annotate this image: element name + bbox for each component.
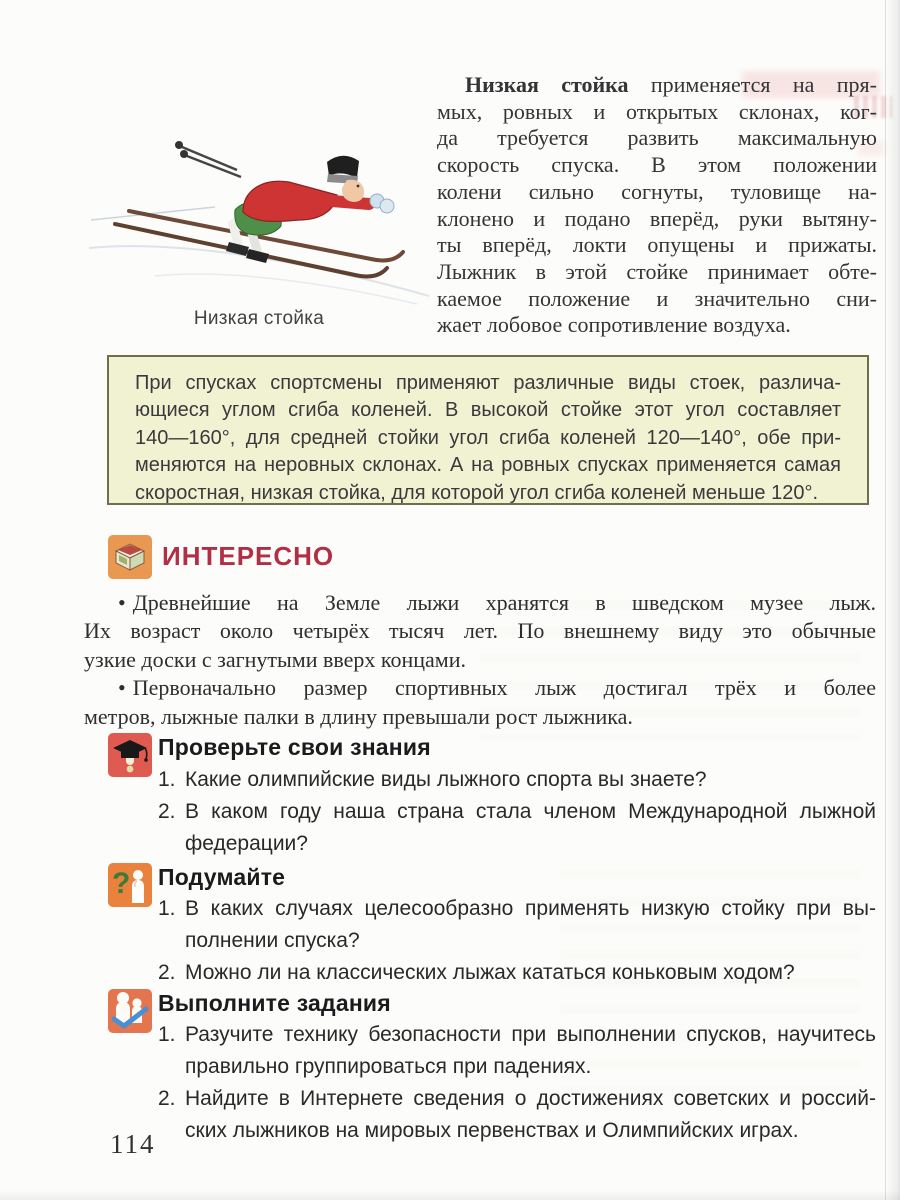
item-number: 2. — [158, 800, 176, 823]
tasks-heading: Выполните задания — [158, 990, 391, 1016]
list-item — [158, 796, 876, 860]
item-number: 1. — [158, 1023, 176, 1046]
item-line: Какие олимпийские виды лыжного спорта вы знаете? — [185, 768, 707, 791]
question-thinker-icon — [108, 863, 152, 907]
item-line: В каком году наша страна стала членом Международной лыжной — [185, 800, 876, 823]
fact-line: узкие доски с загнутыми вверх концами. — [84, 646, 466, 672]
figure-caption: Низкая стойка — [193, 308, 325, 329]
fact-line-text: Древнейшие на Земле лыжи хранятся в шведском музее лыж. — [132, 590, 876, 615]
tasks-list — [158, 1019, 876, 1147]
info-box — [107, 355, 869, 505]
list-item — [158, 1019, 876, 1083]
treasure-box-icon — [108, 535, 152, 579]
list-item — [158, 1083, 876, 1147]
list-item — [158, 893, 876, 957]
paragraph-line: скорость спуска. В этом положении — [437, 152, 877, 178]
info-box-line: При спусках спортсмены применяют различные виды стоек, различа- — [135, 372, 841, 394]
info-box-line: 140—160°, для средней стойки угол сгиба коленей 120—140°, обе при- — [135, 426, 841, 449]
bullet-marker: • — [118, 590, 126, 615]
page-edge — [0, 1190, 900, 1200]
paragraph-line: клонено и подано вперёд, руки вытяну- — [437, 205, 877, 231]
paragraph-line: Лыжник в этой стойке принимает обте- — [437, 258, 877, 284]
fact-line: Их возраст около четырёх тысяч лет. По внешнему виду это обычные — [84, 618, 876, 644]
item-number: 2. — [158, 961, 176, 984]
paragraph-line — [437, 72, 877, 99]
item-number: 2. — [158, 1087, 176, 1110]
skier-low-stance-drawing — [85, 98, 433, 310]
intro-paragraph — [437, 72, 877, 339]
item-line: В каких случаях целесообразно применять низкую стойку при вы- — [185, 897, 876, 920]
list-item — [158, 764, 876, 796]
think-list — [158, 893, 876, 989]
paragraph-line: каемое положение и значительно сни- — [437, 285, 877, 311]
check-knowledge-heading: Проверьте свои знания — [158, 734, 431, 760]
info-box-line: меняются на неровных склонах. А на ровных спусках применяется самая — [135, 454, 841, 477]
skier-illustration — [85, 98, 433, 310]
paragraph-line: да требуется развить максимальную — [437, 125, 877, 151]
item-number: 1. — [158, 768, 176, 791]
think-heading: Подумайте — [158, 864, 286, 890]
figures-checkmark-icon — [108, 989, 152, 1033]
interesting-heading: ИНТЕРЕСНО — [162, 541, 335, 571]
item-line: Найдите в Интернете сведения о достижениях советских и россий- — [185, 1087, 876, 1110]
page-edge — [885, 0, 900, 1200]
grad-cap-exclamation-icon — [108, 733, 152, 777]
item-number: 1. — [158, 897, 176, 920]
paragraph-line-text: применяется на пря- — [628, 72, 877, 97]
item-line: ских лыжников на мировых первенствах и Олимпийских играх. — [185, 1119, 799, 1142]
paragraph-line: мых, ровных и открытых склонах, ког- — [437, 98, 877, 124]
fact-line — [84, 589, 876, 617]
fact-line-text: Первоначально размер спортивных лыж достигал трёх и более — [132, 675, 876, 701]
item-line: федерации? — [185, 832, 308, 855]
info-box-line: скоростная, низкая стойка, для которой угол сгиба коленей меньше 120°. — [135, 481, 819, 504]
info-box-line: ющиеся углом сгиба коленей. В высокой стойке этот угол составляет — [135, 399, 841, 422]
item-line: правильно группироваться при падениях. — [185, 1055, 592, 1078]
interesting-facts — [84, 589, 876, 731]
paragraph-lead-term: Низкая стойка — [465, 72, 629, 97]
page-number: 114 — [110, 1129, 156, 1159]
svg-text:?: ? — [112, 867, 131, 900]
item-line: Разучите технику безопасности при выполнении спусков, научитесь — [185, 1023, 876, 1046]
check-knowledge-list — [158, 764, 876, 860]
paragraph-line: жает лобовое сопротивление воздуха. — [437, 312, 791, 338]
bullet-marker: • — [118, 675, 126, 701]
item-line: полнении спуска? — [185, 929, 360, 952]
paragraph-line: ты вперёд, локти опущены и прижаты. — [437, 232, 877, 258]
fact-line — [84, 674, 876, 702]
paragraph-line: колени сильно согнуты, туловище на- — [437, 178, 877, 204]
fact-line: метров, лыжные палки в длину превышали рост лыжника. — [84, 703, 633, 729]
item-line: Можно ли на классических лыжах кататься коньковым ходом? — [185, 961, 795, 984]
list-item — [158, 957, 876, 989]
